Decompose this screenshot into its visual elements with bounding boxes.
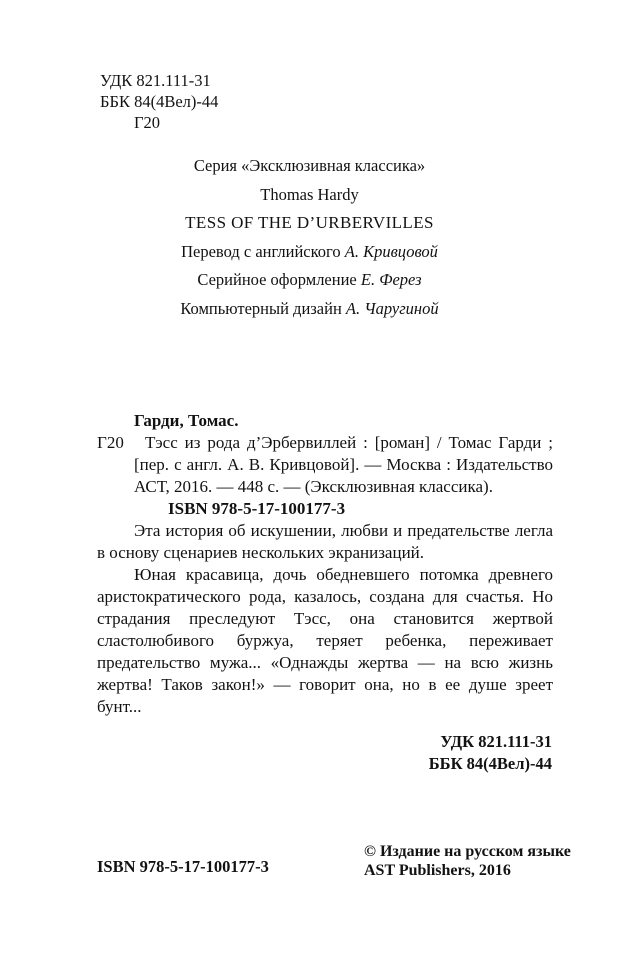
bibliographic-record [97,432,553,498]
computer-design-credit-name: А. Чаругиной [345,298,439,318]
translation-credit-label: Перевод с английского [181,241,341,261]
series-name: Серия «Эксклюзивная классика» [193,156,426,175]
computer-design-credit-label: Компьютерный дизайн [180,298,342,318]
bibliographic-record-text: Тэсс из рода д’Эрбервиллей : [роман] / Томас Гарди ; [пер. с англ. А. В. Кривцовой]. — Москва : Издательство АСТ, 2016. — 448 с. — (Эксклюзивная классика). [134,433,553,496]
series-credits-block [0,152,619,323]
series-design-credit-label: Серийное оформление [197,270,357,289]
catalog-codes-right [429,731,552,775]
udk-code-top: УДК 821.111-31 [100,71,211,90]
series-design-credit-name: Е. Ферез [360,270,422,289]
catalog-codes-top [100,70,218,133]
copyright-line-1: © Издание на русском языке [364,843,571,860]
bbk-code-top: ББК 84(4Вел)-44 [100,92,219,111]
author-sign-code-top: Г20 [134,113,161,132]
udk-code-right: УДК 821.111-31 [440,732,552,751]
translation-credit [0,238,619,267]
series-design-credit [0,266,619,295]
author-sign-code: Г20 [97,433,124,452]
copyright-block [364,843,571,880]
author-name-english: Thomas Hardy [260,184,359,204]
author-header: Гарди, Томас. [134,411,239,430]
title-english: TESS OF THE D’URBERVILLES [185,213,434,232]
annotation-paragraph-1: Эта история об искушении, любви и предательстве легла в основу сценариев нескольких экранизаций. [97,521,553,562]
translation-credit-name: А. Кривцовой [344,241,438,261]
annotation-block [97,410,553,718]
computer-design-credit [0,295,619,324]
bbk-code-right: ББК 84(4Вел)-44 [428,754,552,773]
copyright-line-2: AST Publishers, 2016 [364,861,511,879]
isbn-annotation: ISBN 978-5-17-100177-3 [168,499,346,518]
isbn-footer: ISBN 978-5-17-100177-3 [97,857,269,876]
annotation-paragraph-2: Юная красавица, дочь обедневшего потомка древнего аристократического рода, казалось, создана для счастья. Но страдания преследуют Тэсс, она становится жертвой сластолюбивого буржуа, теряет ребенка, переживает предательство мужа... «Однажды жертва — на всю жизнь жертва! Таков закон!» — говорит она, но в ее душе зреет бунт... [97,565,553,716]
